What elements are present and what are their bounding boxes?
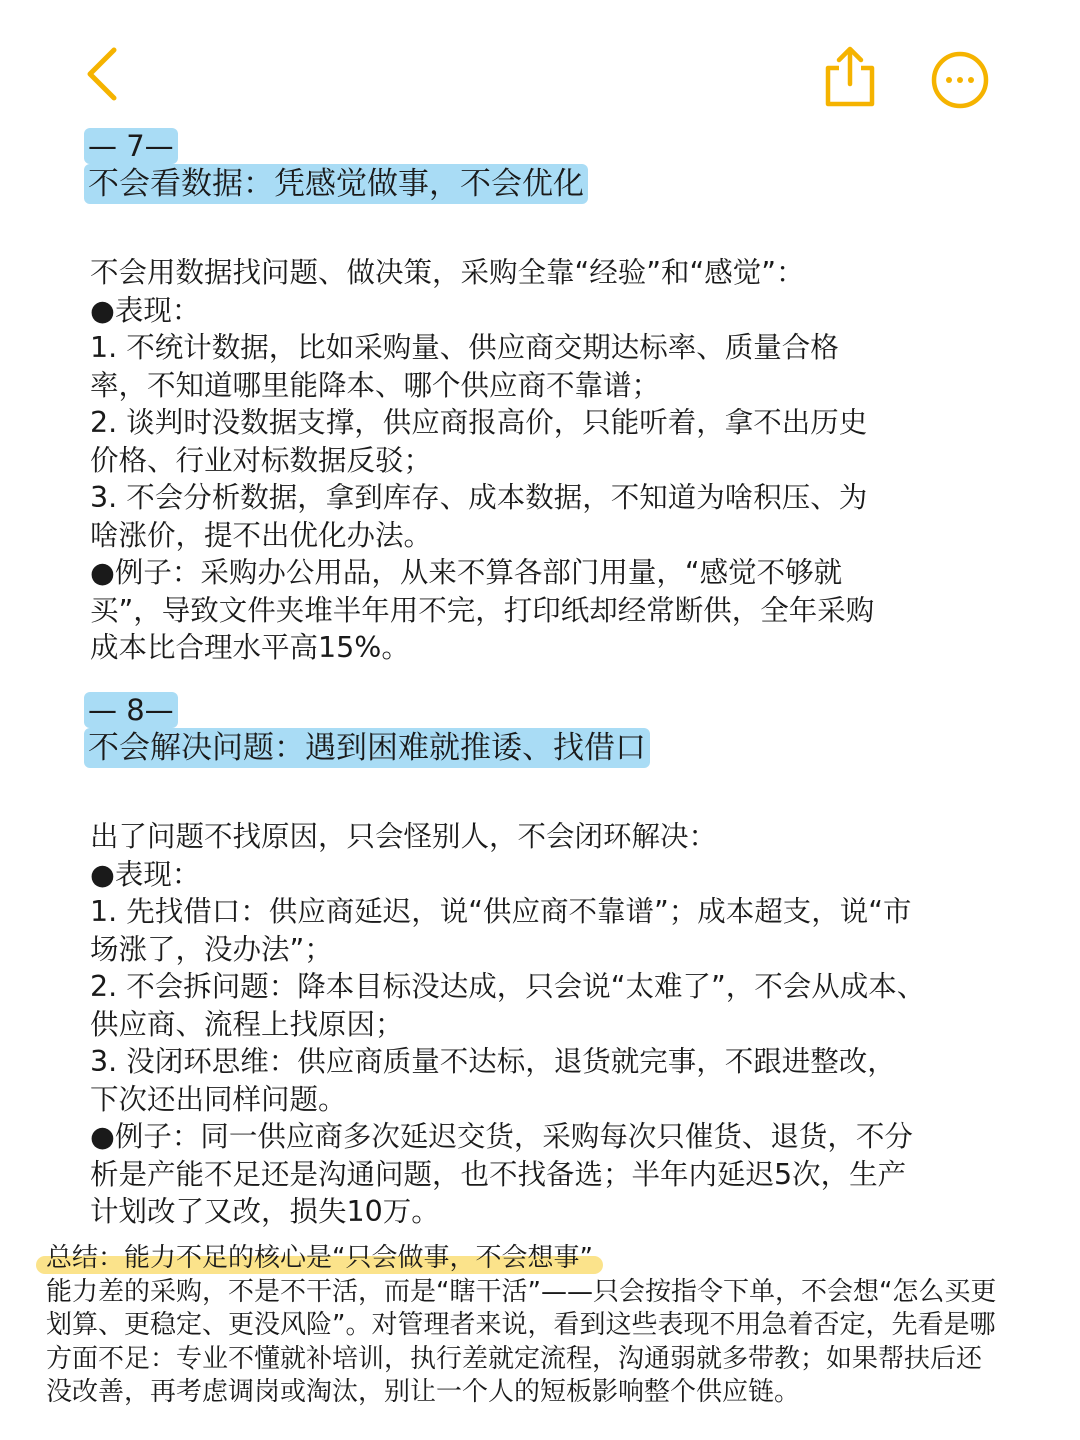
summary <box>46 1242 1056 1410</box>
section-title: 不会看数据：凭感觉做事，不会优化 <box>84 164 588 204</box>
section-body <box>90 254 990 667</box>
body-line: 率，不知道哪里能降本、哪个供应商不靠谱； <box>90 368 661 402</box>
body-line: ●表现： <box>90 293 201 327</box>
chevron-left-icon[interactable] <box>78 44 128 104</box>
section-7 <box>90 128 990 667</box>
body-line: 2. 不会拆问题：降本目标没达成，只会说“太难了”，不会从成本、 <box>90 970 926 1003</box>
body-line: 下次还出同样问题。 <box>90 1082 347 1116</box>
body-line: 场涨了，没办法”； <box>90 932 333 966</box>
body-line: 计划改了又改，损失10万。 <box>90 1195 440 1228</box>
body-line: 不会用数据找问题、做决策，采购全靠“经验”和“感觉”： <box>90 256 805 289</box>
body-line: 析是产能不足还是沟通问题，也不找备选；半年内延迟5次，生产 <box>90 1157 907 1191</box>
body-line: 3. 不会分析数据，拿到库存、成本数据，不知道为啥积压、为 <box>90 481 868 514</box>
summary-line: 能力差的采购，不是不干活，而是“瞎干活”——只会按指令下单，不会想“怎么买更 <box>46 1276 997 1307</box>
section-number: — 7— <box>84 128 178 164</box>
body-line: 1. 先找借口：供应商延迟，说“供应商不靠谱”；成本超支，说“市 <box>90 895 912 928</box>
section-body <box>90 818 990 1231</box>
section-number: — 8— <box>84 692 178 728</box>
top-bar <box>0 0 1080 130</box>
body-line: 出了问题不找原因，只会怪别人，不会闭环解决： <box>90 820 718 853</box>
body-line: ●例子：采购办公用品，从来不算各部门用量，“感觉不够就 <box>90 556 843 589</box>
body-line: 啥涨价，提不出优化办法。 <box>90 518 433 552</box>
share-icon[interactable] <box>822 44 878 108</box>
more-options-icon[interactable] <box>930 50 990 110</box>
summary-line: 划算、更稳定、更没风险”。对管理者来说，看到这些表现不用急着否定，先看是哪 <box>46 1310 996 1340</box>
body-line: 供应商、流程上找原因； <box>90 1007 404 1041</box>
summary-line: 没改善，再考虑调岗或淘汰，别让一个人的短板影响整个供应链。 <box>46 1377 801 1407</box>
body-line: 成本比合理水平高15%。 <box>90 631 410 664</box>
body-line: 买”，导致文件夹堆半年用不完，打印纸却经常断供，全年采购 <box>90 593 875 627</box>
body-line: 3. 没闭环思维：供应商质量不达标，退货就完事，不跟进整改， <box>90 1045 896 1078</box>
body-line: ●表现： <box>90 857 201 891</box>
summary-title <box>46 1242 593 1276</box>
summary-line: 方面不足：专业不懂就补培训，执行差就定流程，沟通弱就多带教；如果帮扶后还 <box>46 1343 983 1374</box>
section-8 <box>90 692 990 1231</box>
summary-title-text: 总结：能力不足的核心是“只会做事，不会想事” <box>46 1243 593 1273</box>
body-line: 价格、行业对标数据反驳； <box>90 443 433 477</box>
section-title: 不会解决问题：遇到困难就推诿、找借口 <box>84 728 650 768</box>
body-line: 2. 谈判时没数据支撑，供应商报高价，只能听着，拿不出历史 <box>90 406 868 439</box>
body-line: 1. 不统计数据，比如采购量、供应商交期达标率、质量合格 <box>90 331 839 364</box>
body-line: ●例子：同一供应商多次延迟交货，采购每次只催货、退货，不分 <box>90 1120 913 1153</box>
